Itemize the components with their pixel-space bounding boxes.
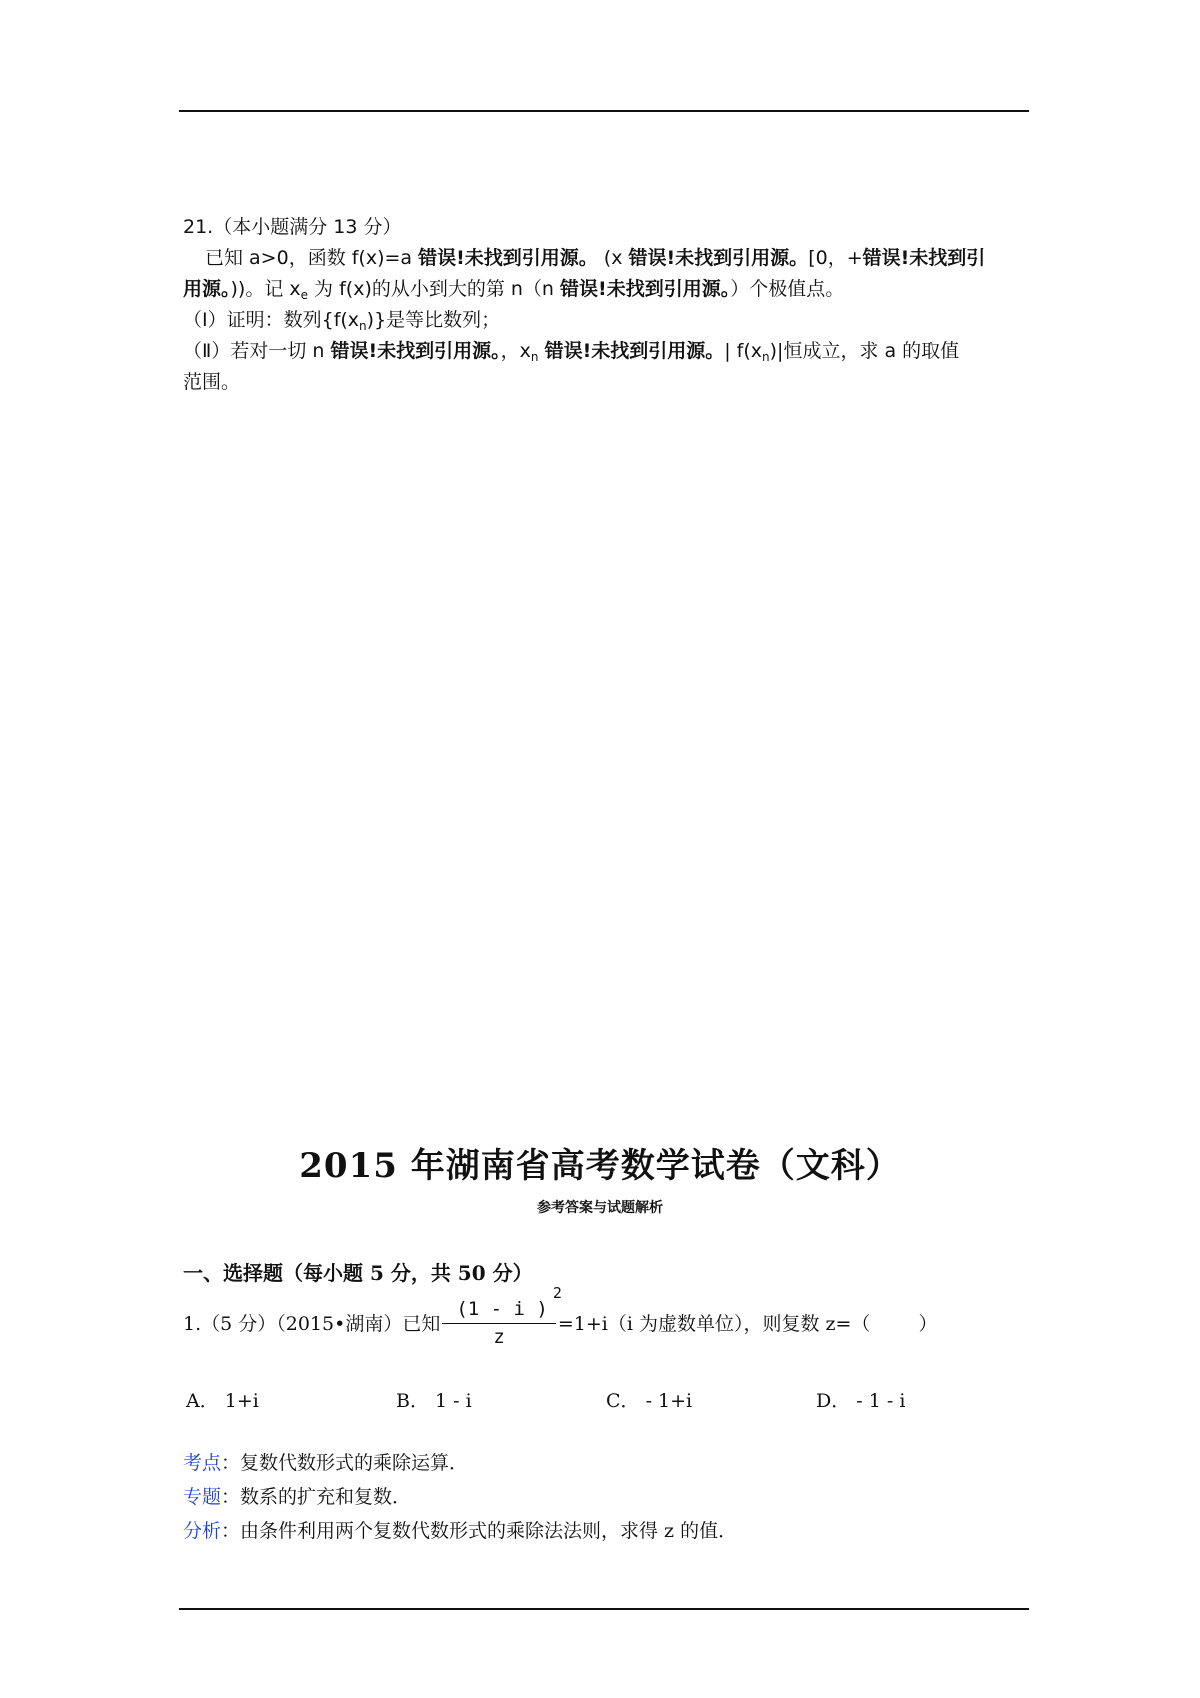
- reference-error: 错误!未找到引: [862, 247, 986, 269]
- fenxi-label: 分析: [183, 1520, 222, 1542]
- kaodian-label: 考点: [183, 1452, 222, 1474]
- q1-analysis: [183, 1446, 737, 1548]
- fenxi-row: 分析：由条件利用两个复数代数形式的乘除法法则，求得 z 的值．: [183, 1520, 738, 1542]
- q21-line-6: 范围。: [183, 371, 241, 393]
- option-b: B． 1 - i: [396, 1390, 472, 1412]
- option-a: A． 1+i: [186, 1390, 259, 1412]
- exam-title: 2015 年湖南省高考数学试卷（文科）: [299, 1146, 901, 1186]
- kaodian-row: 考点：复数代数形式的乘除运算．: [183, 1452, 469, 1474]
- option-d: D． - 1 - i: [816, 1390, 906, 1412]
- q21-part-2: （Ⅱ）若对一切 n 错误!未找到引用源。，$x_n$ 错误!未找到引用源。| $f(x_n)|$恒成立，求 a 的取值: [183, 340, 960, 364]
- reference-error: 错误!未找到引用源。: [330, 340, 501, 362]
- q21-line-3: 用源。))。记 $x_e$ 为 f(x)的从小到大的第 n（n 错误!未找到引用源。）个极值点。: [183, 278, 845, 302]
- q21-line-2: 已知 a>0，函数 f(x)=a 错误!未找到引用源。 (x 错误!未找到引用源。[0，+错误!未找到引: [205, 247, 986, 269]
- q1-numerator: (1 - i ) 2: [442, 1298, 556, 1324]
- question-1: 1.（5 分）（2015•湖南）已知 (1 - i ) 2 z =1+i（i 为虚数单位），则复数 z=（ ）: [183, 1284, 938, 1348]
- q1-fraction: [442, 1284, 562, 1348]
- reference-error: 错误!未找到引用源。: [628, 247, 809, 269]
- reference-error: 错误!未找到引用源。: [418, 247, 598, 269]
- reference-error: 错误!未找到引用源。: [544, 340, 725, 362]
- reference-error: 用源。: [183, 278, 231, 300]
- header-rule: [179, 110, 1029, 112]
- question-21: [183, 212, 1033, 398]
- section-heading: 一、选择题（每小题 5 分，共 50 分）: [183, 1261, 533, 1285]
- zhuanti-row: 专题：数系的扩充和复数．: [183, 1486, 412, 1508]
- zhuanti-label: 专题: [183, 1486, 222, 1508]
- option-c: C． - 1+i: [606, 1390, 693, 1412]
- footer-rule: [179, 1608, 1029, 1610]
- q21-part-1: （Ⅰ）证明：数列$\{f(x_n)\}$是等比数列；: [183, 309, 501, 333]
- q1-suffix: =1+i（i 为虚数单位），则复数 z=（: [557, 1313, 871, 1335]
- q21-heading: 21.（本小题满分 13 分）: [183, 216, 402, 238]
- exam-subtitle: 参考答案与试题解析: [537, 1200, 663, 1216]
- q1-denominator: z: [493, 1326, 505, 1348]
- q1-prefix: 1.（5 分）（2015•湖南）已知: [183, 1313, 441, 1335]
- reference-error: 错误!未找到引用源。: [560, 278, 731, 300]
